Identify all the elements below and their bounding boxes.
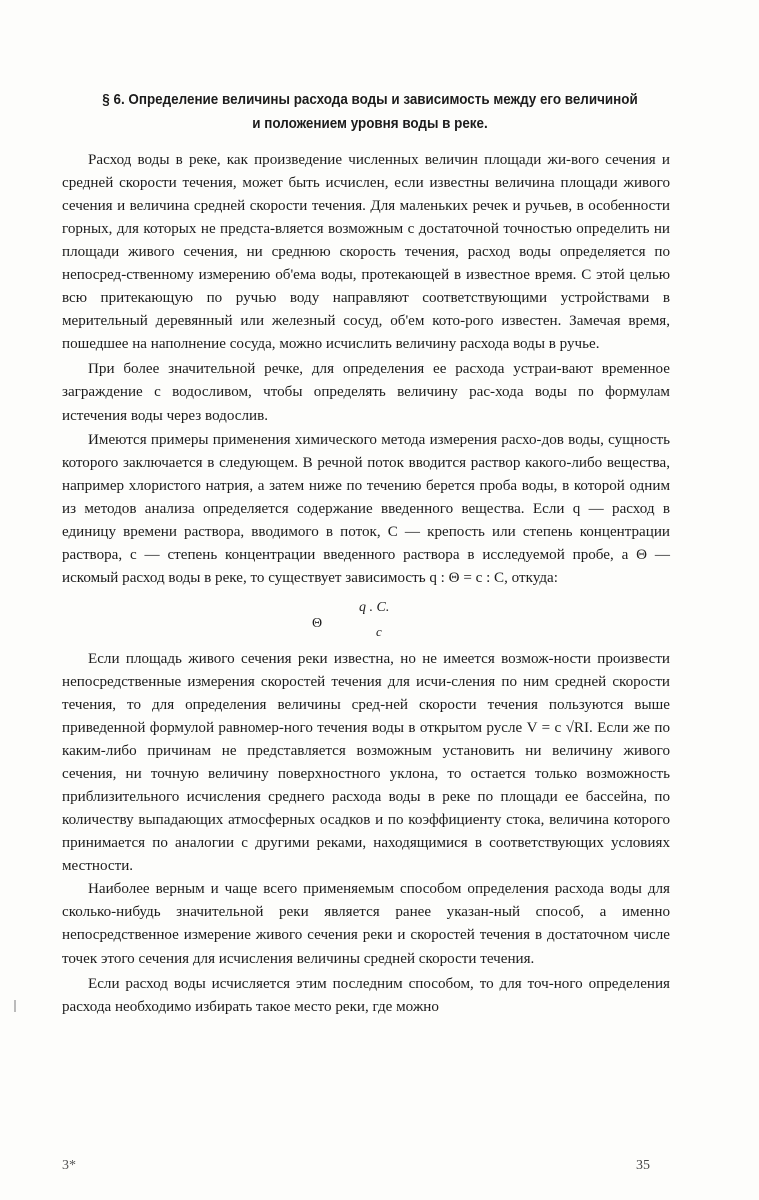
paragraph-6: Если расход воды исчисляется этим последним способом, то для точ-ного определения расхода необходимо избирать такое место реки, где можно	[62, 975, 670, 1015]
heading-line-2: и положением уровня воды в реке.	[252, 116, 488, 132]
heading-line-1: § 6. Определение величины расхода воды и зависимость между его величиной	[102, 92, 638, 108]
paragraph-1: Расход воды в реке, как произведение численных величин площади жи-вого сечения и средней скорости течения, может быть исчислен, если известны величина площади живого сечения и величина средней скорости течения. Для маленьких речек и ручьев, в особенности горных, для которых не предста-вляется возможным с достаточной точностью определить ни площади живого сечения, ни среднюю скорость течения, расход воды определяется по непосред-ственному измерению об'ема воды, протекающей в известное время. С этой целью всю притекающую по ручью воду направляют соответствующими устройствами в мерительный деревянный или железный сосуд, об'ем кото-рого известен. Замечая время, пошедшее на наполнение сосуда, можно исчислить величину расхода воды в ручье.	[62, 152, 670, 353]
section-heading	[76, 88, 665, 136]
paragraph-4: Если площадь живого сечения реки известна, но не имеется возмож-ности произвести непосредственные измерения скоростей течения для исчи-сления по ним средней скорости течения, то для определения величины сред-ней скорости течения пользуются выше приведенной формулой равномер-ного течения воды в открытом русле V = c √RI. Если же по каким-либо причинам не представляется возможным установить ни величину живого сечения, ни точную величину поверхностного уклона, то остается только возможность приблизительного исчисления среднего расхода воды в реке по площади ее бассейна, по количеству выпадающих атмосферных осадков и по коэффициенту стока, величина которого принимается по аналогии с другими реками, находящимися в соответствующих условиях местности.	[62, 650, 670, 875]
paragraph-3: Имеются примеры применения химического метода измерения расхо-дов воды, сущность которого заключается в следующем. В речной поток вводится раствор какого-либо вещества, например хлористого натрия, а затем ниже по течению берется проба воды, в которой одним из методов анализа определяется содержание введенного вещества. Если q — расход в единицу времени раствора, вводимого в поток, C — крепость или степень концентрации раствора, c — степень концентрации введенного раствора в исследуемой пробе, а Θ — искомый расход воды в реке, то существует зависимость q : Θ = c : C, откуда:	[62, 431, 670, 586]
page-number: 35	[636, 1158, 650, 1173]
formula-denominator: c	[376, 623, 382, 639]
formula	[62, 590, 670, 646]
paragraph-5: Наиболее верным и чаще всего применяемым способом определения расхода воды для сколько-нибудь значительной реки является ранее указан-ный способ, а именно непосредственное измерение живого сечения реки и скоростей течения в достаточном числе точек этого сечения для исчисления величины средней скорости течения.	[62, 881, 670, 967]
body-text	[62, 149, 670, 1019]
formula-lhs: Θ	[312, 615, 323, 631]
signature-mark: 3*	[62, 1158, 76, 1173]
formula-numerator: q . C.	[359, 599, 390, 615]
scan-artifact	[14, 1000, 16, 1012]
paragraph-2: При более значительной речке, для определения ее расхода устраи-вают временное заграждение с водосливом, чтобы определять величину рас-хода воды по формулам истечения воды через водослив.	[62, 361, 670, 424]
